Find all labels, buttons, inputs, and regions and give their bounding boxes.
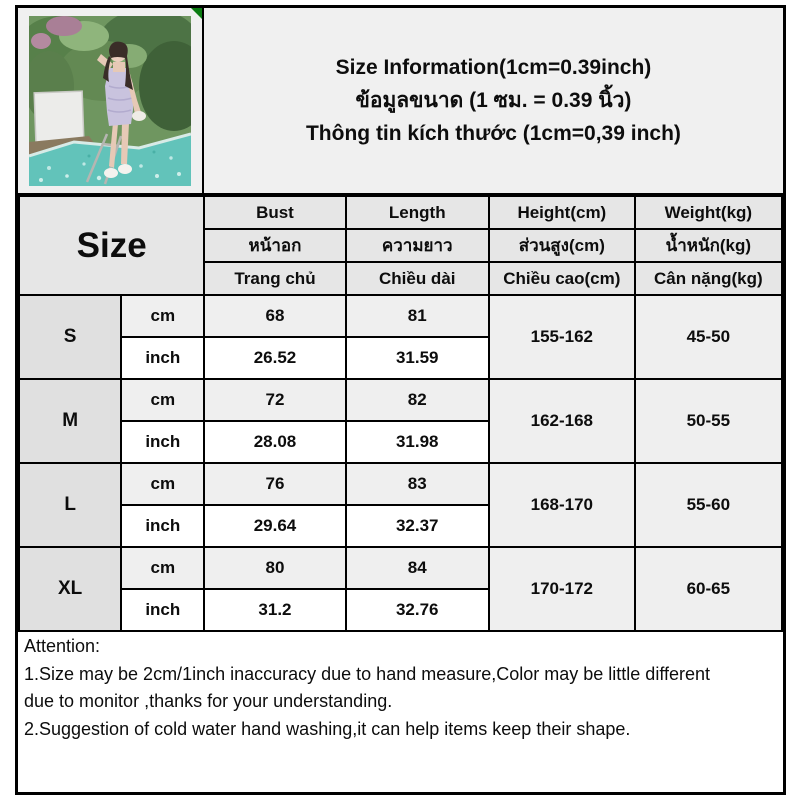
attention-heading: Attention: (24, 636, 101, 656)
col-height-th: ส่วนสูง(cm) (489, 229, 635, 262)
s-length-cm: 81 (346, 295, 489, 337)
attention-section (18, 632, 783, 792)
top-row (18, 8, 783, 195)
col-weight-th: น้ำหนัก(kg) (635, 229, 782, 262)
m-bust-inch: 28.08 (204, 421, 345, 463)
col-length-en: Length (346, 196, 489, 229)
col-bust-vi: Trang chủ (204, 262, 345, 295)
m-length-cm: 82 (346, 379, 489, 421)
xl-bust-inch: 31.2 (204, 589, 345, 631)
unit-cm: cm (121, 547, 204, 589)
row-label-xl: XL (19, 547, 121, 631)
size-table (18, 195, 783, 632)
unit-cm: cm (121, 295, 204, 337)
row-label-m: M (19, 379, 121, 463)
m-height: 162-168 (489, 379, 635, 463)
s-height: 155-162 (489, 295, 635, 379)
unit-inch: inch (121, 421, 204, 463)
s-bust-inch: 26.52 (204, 337, 345, 379)
attention-note-1-cont: due to monitor ,thanks for your understanding. (24, 691, 393, 711)
xl-length-cm: 84 (346, 547, 489, 589)
row-label-l: L (19, 463, 121, 547)
xl-height: 170-172 (489, 547, 635, 631)
title-block (204, 8, 783, 193)
m-length-inch: 31.98 (346, 421, 489, 463)
l-bust-cm: 76 (204, 463, 345, 505)
col-bust-en: Bust (204, 196, 345, 229)
unit-inch: inch (121, 337, 204, 379)
photo-cell (18, 8, 204, 193)
l-bust-inch: 29.64 (204, 505, 345, 547)
unit-cm: cm (121, 379, 204, 421)
xl-weight: 60-65 (635, 547, 782, 631)
xl-length-inch: 32.76 (346, 589, 489, 631)
xl-bust-cm: 80 (204, 547, 345, 589)
row-label-s: S (19, 295, 121, 379)
green-corner-marker (191, 8, 202, 19)
size-column-header: Size (19, 196, 204, 295)
l-length-inch: 32.37 (346, 505, 489, 547)
col-bust-th: หน้าอก (204, 229, 345, 262)
col-weight-vi: Cân nặng(kg) (635, 262, 782, 295)
col-weight-en: Weight(kg) (635, 196, 782, 229)
model-photo (29, 16, 191, 186)
s-weight: 45-50 (635, 295, 782, 379)
l-height: 168-170 (489, 463, 635, 547)
title-thai: ข้อมูลขนาด (1 ซม. = 0.39 นิ้ว) (355, 89, 632, 112)
m-weight: 50-55 (635, 379, 782, 463)
l-length-cm: 83 (346, 463, 489, 505)
l-weight: 55-60 (635, 463, 782, 547)
attention-note-1: 1.Size may be 2cm/1inch inaccuracy due to hand measure,Color may be little different (24, 663, 711, 684)
photo-white-board (34, 91, 84, 143)
s-length-inch: 31.59 (346, 337, 489, 379)
title-english: Size Information(1cm=0.39inch) (335, 56, 652, 79)
unit-cm: cm (121, 463, 204, 505)
title-vietnamese: Thông tin kích thước (1cm=0,39 inch) (305, 122, 681, 145)
attention-note-2: 2.Suggestion of cold water hand washing,it can help items keep their shape. (24, 718, 631, 739)
col-length-vi: Chiều dài (346, 262, 489, 295)
m-bust-cm: 72 (204, 379, 345, 421)
s-bust-cm: 68 (204, 295, 345, 337)
col-length-th: ความยาว (346, 229, 489, 262)
unit-inch: inch (121, 589, 204, 631)
col-height-vi: Chiều cao(cm) (489, 262, 635, 295)
unit-inch: inch (121, 505, 204, 547)
col-height-en: Height(cm) (489, 196, 635, 229)
size-chart-sheet (15, 5, 786, 795)
